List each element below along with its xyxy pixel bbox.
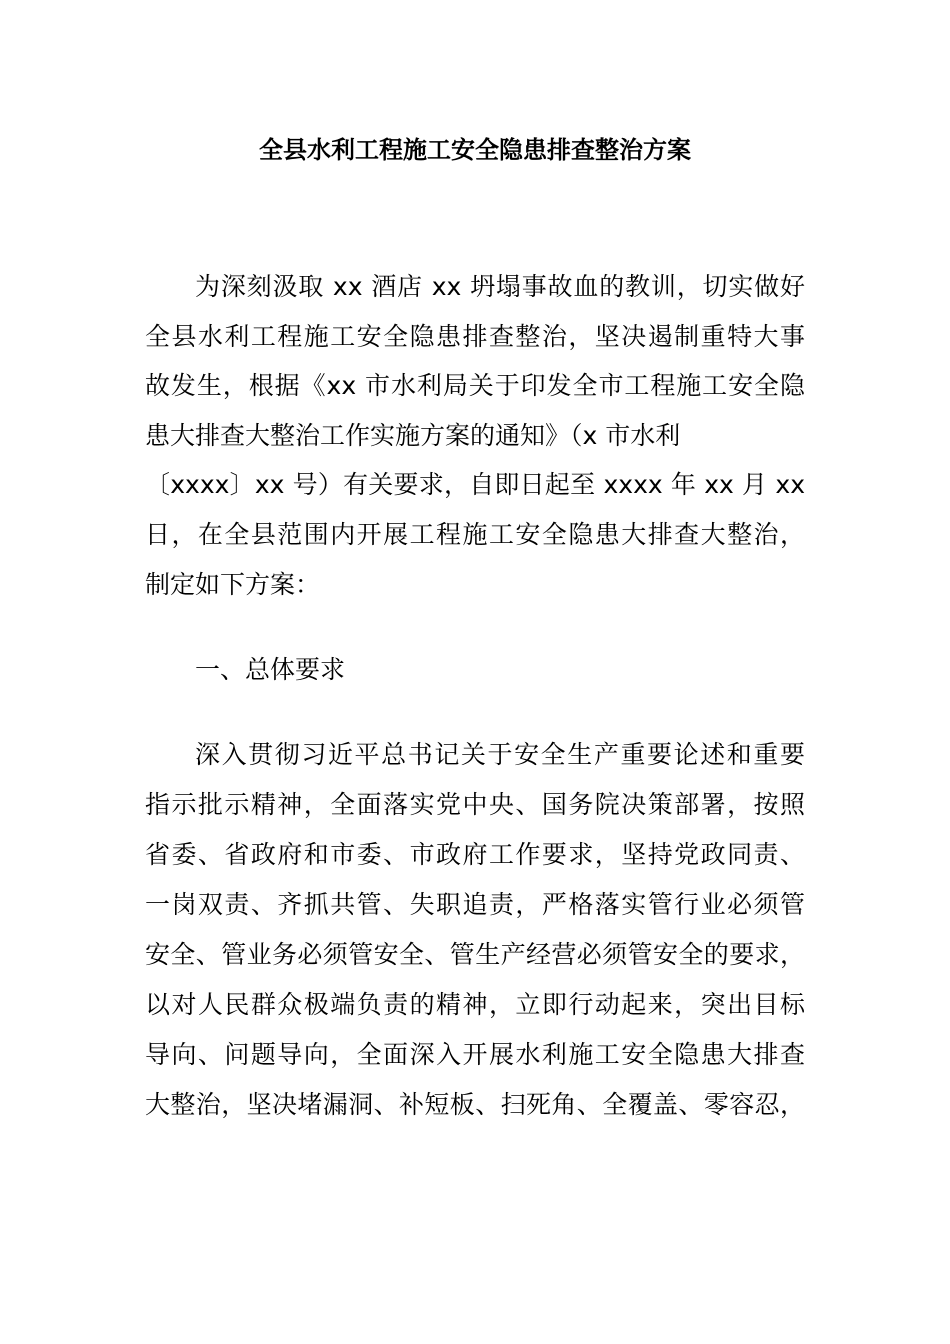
- intro-line: 为深刻汲取 xx 酒店 xx 坍塌事故血的教训，切实做好: [195, 272, 805, 301]
- section1-line: 省委、省政府和市委、市政府工作要求，坚持党政同责、: [145, 840, 805, 869]
- section1-line: 一岗双责、齐抓共管、失职追责，严格落实管行业必须管: [145, 890, 805, 919]
- intro-line: 制定如下方案：: [145, 569, 321, 599]
- intro-line: 〔xxxx〕xx 号）有关要求，自即日起至 xxxx 年 xx 月 xx: [145, 470, 805, 500]
- section1-line: 深入贯彻习近平总书记关于安全生产重要论述和重要: [195, 740, 805, 769]
- section-heading: 一、总体要求: [195, 655, 346, 684]
- section1-line: 导向、问题导向，全面深入开展水利施工安全隐患大排查: [145, 1040, 805, 1069]
- section1-line: 大整治，坚决堵漏洞、补短板、扫死角、全覆盖、零容忍，: [145, 1090, 805, 1119]
- document-title: 全县水利工程施工安全隐患排查整治方案: [259, 136, 691, 164]
- intro-line: 日，在全县范围内开展工程施工安全隐患大排查大整治，: [145, 520, 805, 549]
- intro-line: 故发生，根据《xx 市水利局关于印发全市工程施工安全隐: [145, 371, 805, 401]
- intro-line: 患大排查大整治工作实施方案的通知》（x 市水利: [145, 420, 681, 450]
- section1-line: 指示批示精神，全面落实党中央、国务院决策部署，按照: [145, 790, 805, 819]
- intro-line: 全县水利工程施工安全隐患排查整治，坚决遏制重特大事: [145, 321, 805, 351]
- section1-line: 安全、管业务必须管安全、管生产经营必须管安全的要求，: [145, 940, 805, 969]
- section1-line: 以对人民群众极端负责的精神，立即行动起来，突出目标: [145, 990, 805, 1019]
